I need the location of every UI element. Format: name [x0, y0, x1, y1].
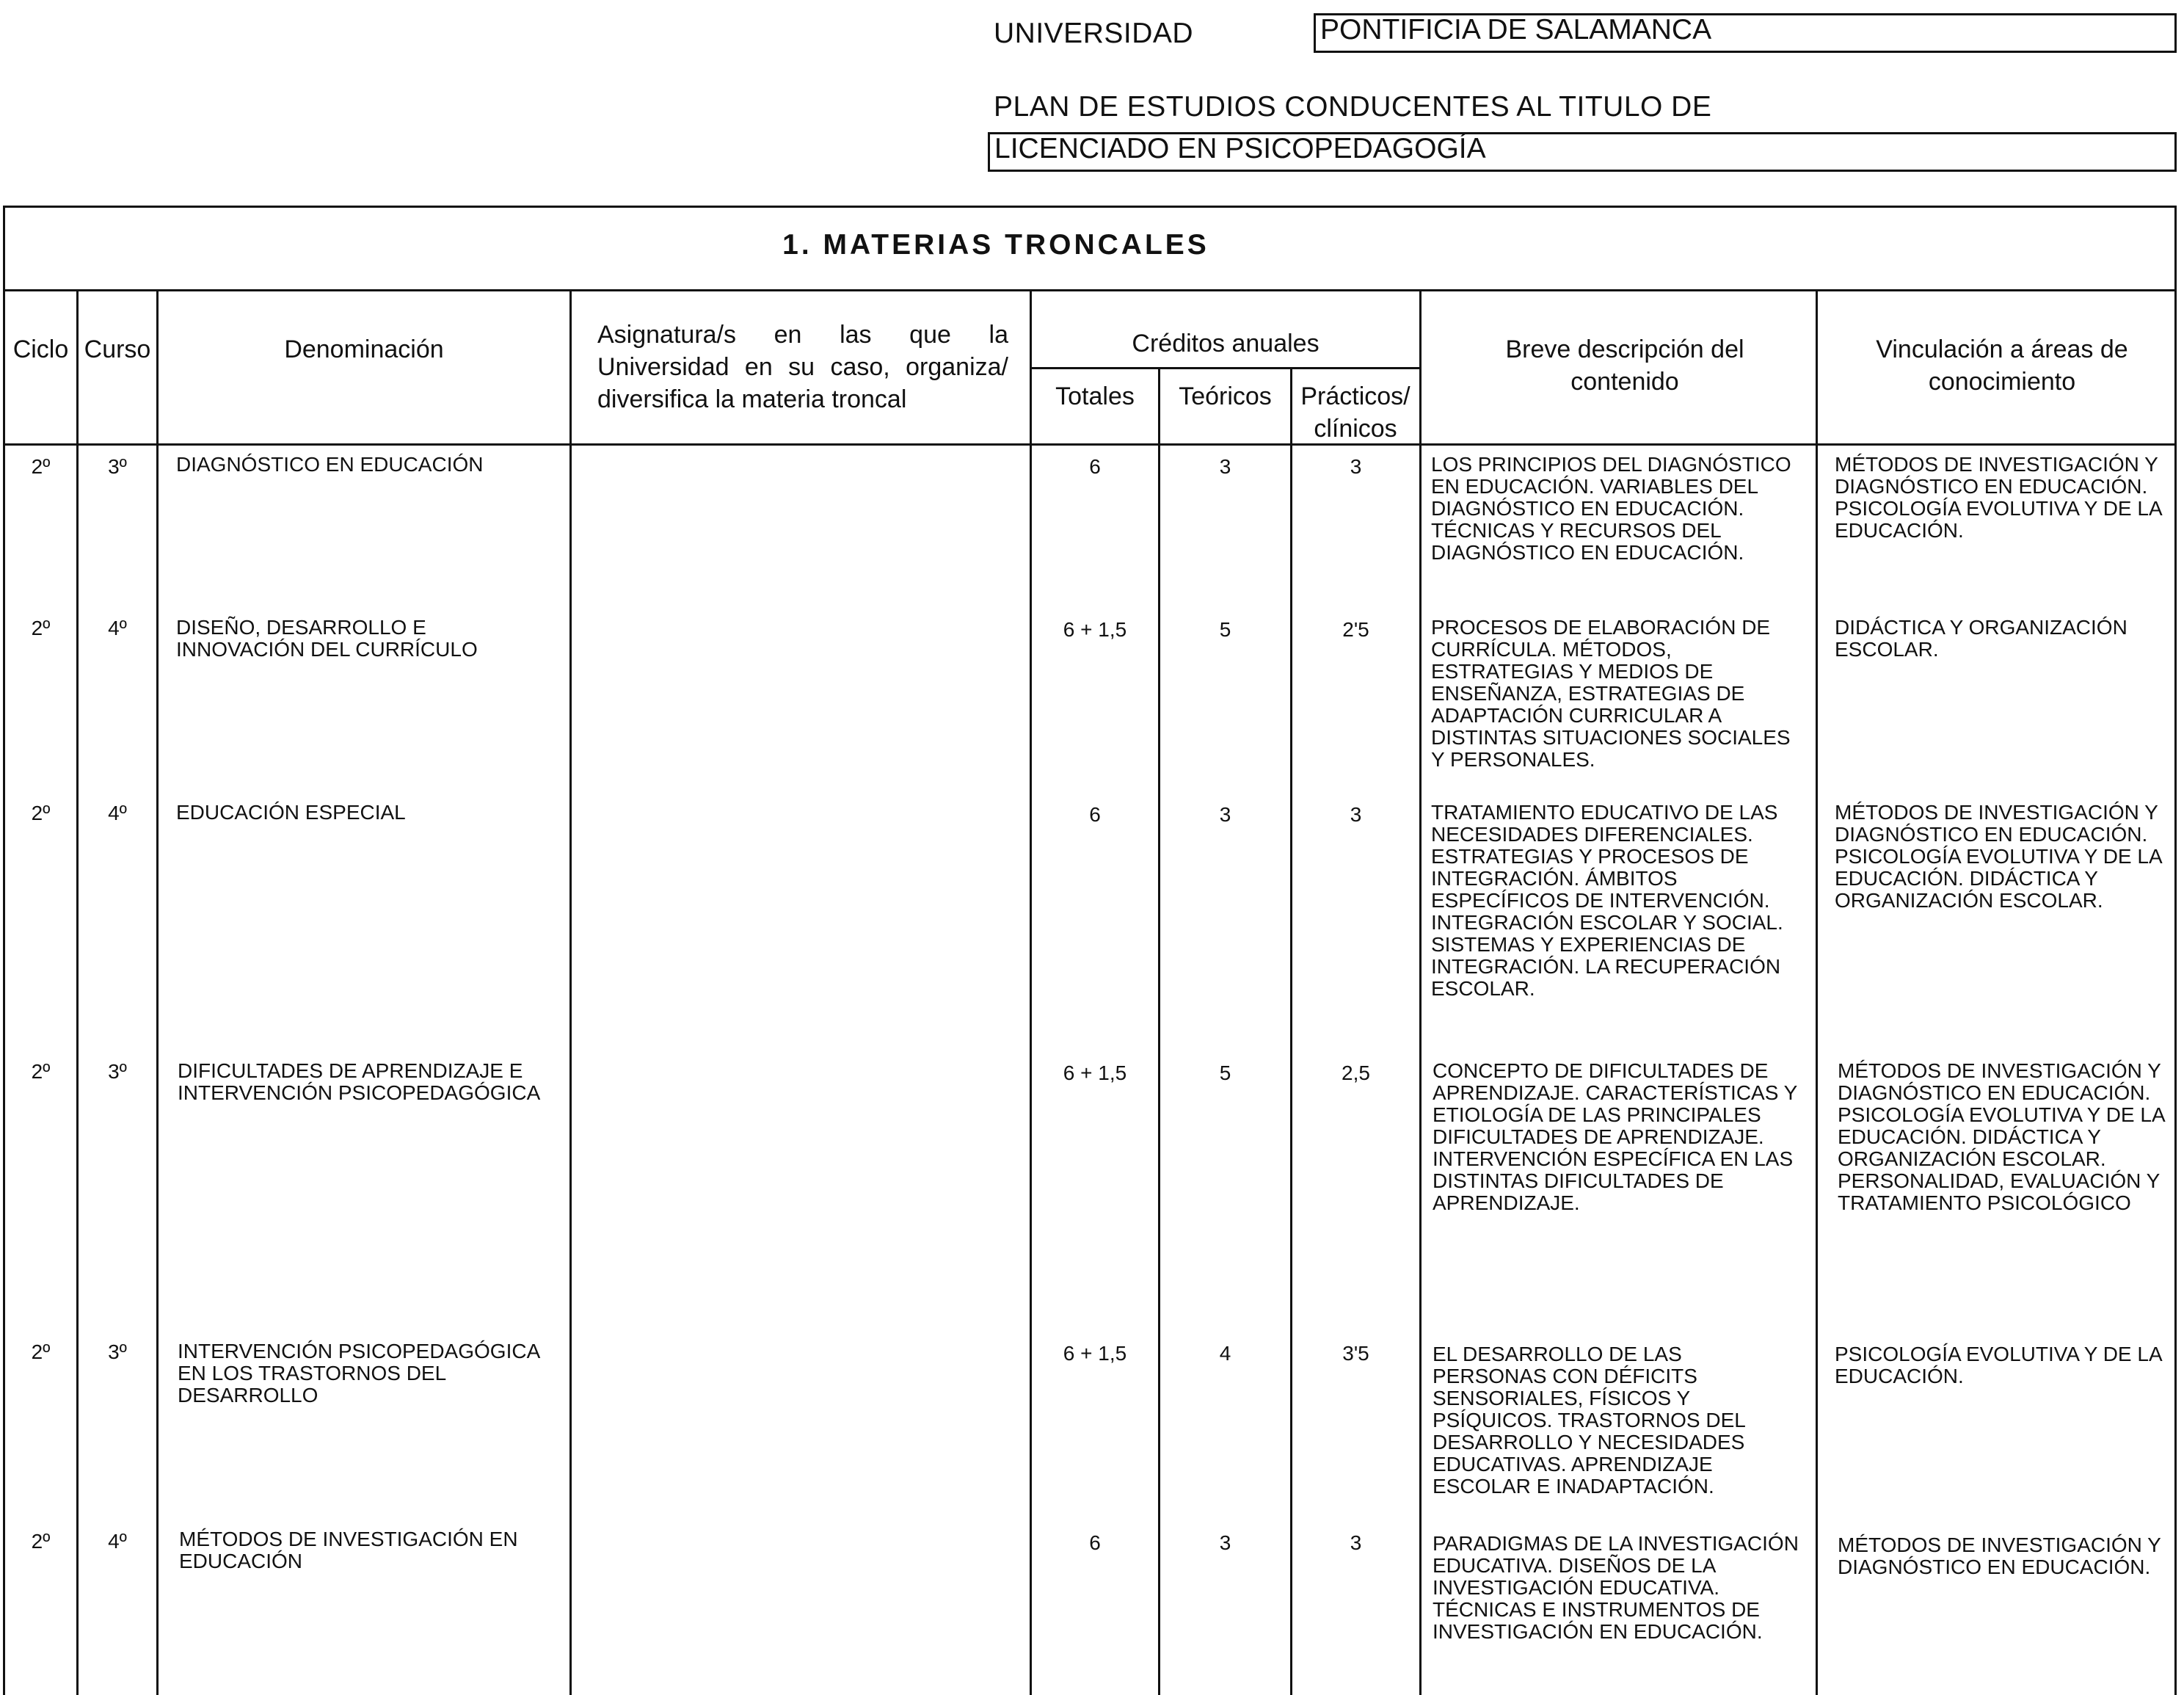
row-totales: 6 [1089, 455, 1101, 478]
col-denominacion: Denominación [284, 335, 444, 363]
col-creditos: Créditos anuales [1132, 330, 1320, 357]
row-ciclo: 2º [31, 1530, 51, 1553]
row-descripcion: TRATAMIENTO EDUCATIVO DE LAS NECESIDADES DIFERENCIALES. ESTRATEGIAS Y PROCESOS DE INTEGRACIÓN. ÁMBITOS ESPECÍFICOS DE INTERVENCIÓN. INTEGRACIÓN ESCOLAR Y SOCIAL. SISTEMAS Y EXPERIENCIAS DE INTEGRACIÓN. LA RECUPERACIÓN ESCOLAR. [1431, 801, 1783, 1000]
row-totales: 6 + 1,5 [1063, 1342, 1127, 1365]
row-denominacion: EDUCACIÓN ESPECIAL [176, 801, 406, 824]
row-ciclo: 2º [31, 1060, 51, 1083]
row-denominacion: MÉTODOS DE INVESTIGACIÓN EN EDUCACIÓN [179, 1528, 518, 1572]
divider [1030, 289, 1032, 1695]
col-totales: Totales [1055, 382, 1135, 410]
col-teoricos: Teóricos [1179, 382, 1272, 410]
row-practicos: 3 [1350, 803, 1362, 826]
row-ciclo: 2º [31, 455, 51, 478]
row-curso: 3º [108, 455, 127, 478]
row-curso: 4º [108, 802, 127, 824]
plan-value: LICENCIADO EN PSICOPEDAGOGÍA [988, 132, 2177, 172]
row-practicos: 2,5 [1342, 1061, 1370, 1084]
row-ciclo: 2º [31, 802, 51, 824]
row-totales: 6 + 1,5 [1063, 618, 1127, 641]
row-denominacion: DIAGNÓSTICO EN EDUCACIÓN [176, 453, 484, 476]
row-totales: 6 + 1,5 [1063, 1061, 1127, 1084]
col-asignatura: Asignatura/s en las que la Universidad en su caso, organiza/ diversifica la materia troncal [597, 321, 1008, 413]
divider [1290, 367, 1292, 1695]
section-title: 1. MATERIAS TRONCALES [782, 229, 1209, 261]
row-practicos: 2'5 [1342, 618, 1369, 641]
row-descripcion: EL DESARROLLO DE LAS PERSONAS CON DÉFICITS SENSORIALES, FÍSICOS Y PSÍQUICOS. TRASTORNOS DEL DESARROLLO Y NECESIDADES EDUCATIVAS. APRENDIZAJE ESCOLAR E INADAPTACIÓN. [1433, 1343, 1745, 1498]
plan-label: PLAN DE ESTUDIOS CONDUCENTES AL TITULO DE [994, 91, 1712, 123]
col-practicos: Prácticos/ clínicos [1300, 382, 1410, 443]
row-descripcion: PARADIGMAS DE LA INVESTIGACIÓN EDUCATIVA. DISEÑOS DE LA INVESTIGACIÓN EDUCATIVA. TÉCNICAS E INSTRUMENTOS DE INVESTIGACIÓN EN EDUCACIÓN. [1433, 1532, 1799, 1643]
divider [1158, 367, 1160, 1695]
row-teoricos: 5 [1219, 1061, 1231, 1084]
row-vinculacion: MÉTODOS DE INVESTIGACIÓN Y DIAGNÓSTICO EN EDUCACIÓN. [1838, 1534, 2161, 1578]
divider [3, 443, 2177, 446]
col-descripcion: Breve descripción del contenido [1505, 335, 1744, 396]
row-practicos: 3 [1350, 1531, 1362, 1554]
row-teoricos: 4 [1219, 1342, 1231, 1365]
row-denominacion: INTERVENCIÓN PSICOPEDAGÓGICA EN LOS TRASTORNOS DEL DESARROLLO [178, 1340, 539, 1407]
row-vinculacion: DIDÁCTICA Y ORGANIZACIÓN ESCOLAR. [1835, 616, 2127, 661]
col-curso: Curso [84, 335, 151, 363]
col-vinculacion: Vinculación a áreas de conocimiento [1876, 335, 2128, 396]
row-practicos: 3 [1350, 455, 1362, 478]
row-descripcion: CONCEPTO DE DIFICULTADES DE APRENDIZAJE. CARACTERÍSTICAS Y ETIOLOGÍA DE LAS PRINCIPALES DIFICULTADES DE APRENDIZAJE. INTERVENCIÓN ESPECÍFICA EN LAS DISTINTAS DIFICULTADES DE APRENDIZAJE. [1433, 1059, 1797, 1214]
materias-table [3, 206, 2177, 1695]
row-vinculacion: PSICOLOGÍA EVOLUTIVA Y DE LA EDUCACIÓN. [1835, 1343, 2162, 1387]
divider [156, 289, 159, 1695]
row-ciclo: 2º [31, 617, 51, 639]
row-curso: 4º [108, 1530, 127, 1553]
row-vinculacion: MÉTODOS DE INVESTIGACIÓN Y DIAGNÓSTICO EN EDUCACIÓN. PSICOLOGÍA EVOLUTIVA Y DE LA EDUCACIÓN. [1835, 453, 2162, 542]
divider [1030, 367, 1419, 369]
row-curso: 3º [108, 1340, 127, 1363]
row-totales: 6 [1089, 1531, 1101, 1554]
row-vinculacion: MÉTODOS DE INVESTIGACIÓN Y DIAGNÓSTICO EN EDUCACIÓN. PSICOLOGÍA EVOLUTIVA Y DE LA EDUCACIÓN. DIDÁCTICA Y ORGANIZACIÓN ESCOLAR. [1835, 801, 2162, 912]
row-descripcion: LOS PRINCIPIOS DEL DIAGNÓSTICO EN EDUCACIÓN. VARIABLES DEL DIAGNÓSTICO EN EDUCACIÓN. TÉCNICAS Y RECURSOS DEL DIAGNÓSTICO EN EDUCACIÓN. [1431, 453, 1791, 564]
divider [569, 289, 572, 1695]
row-teoricos: 3 [1219, 1531, 1231, 1554]
row-ciclo: 2º [31, 1340, 51, 1363]
universidad-label: UNIVERSIDAD [994, 18, 1194, 49]
col-ciclo: Ciclo [12, 335, 69, 363]
row-descripcion: PROCESOS DE ELABORACIÓN DE CURRÍCULA. MÉTODOS, ESTRATEGIAS Y MEDIOS DE ENSEÑANZA, ESTRATEGIAS DE ADAPTACIÓN CURRICULAR A DISTINTAS SITUACIONES SOCIALES Y PERSONALES. [1431, 616, 1791, 771]
divider [1816, 289, 1818, 1695]
row-curso: 3º [108, 1060, 127, 1083]
universidad-value: PONTIFICIA DE SALAMANCA [1314, 13, 2177, 53]
divider [3, 289, 2177, 291]
row-curso: 4º [108, 617, 127, 639]
row-teoricos: 5 [1219, 618, 1231, 641]
row-practicos: 3'5 [1342, 1342, 1369, 1365]
row-teoricos: 3 [1219, 455, 1231, 478]
row-teoricos: 3 [1219, 803, 1231, 826]
row-totales: 6 [1089, 803, 1101, 826]
row-denominacion: DISEÑO, DESARROLLO E INNOVACIÓN DEL CURRÍCULO [176, 616, 478, 661]
divider [1419, 289, 1422, 1695]
row-vinculacion: MÉTODOS DE INVESTIGACIÓN Y DIAGNÓSTICO EN EDUCACIÓN. PSICOLOGÍA EVOLUTIVA Y DE LA EDUCACIÓN. DIDÁCTICA Y ORGANIZACIÓN ESCOLAR. PERSONALIDAD, EVALUACIÓN Y TRATAMIENTO PSICOLÓGICO [1838, 1059, 2165, 1214]
row-denominacion: DIFICULTADES DE APRENDIZAJE E INTERVENCIÓN PSICOPEDAGÓGICA [178, 1059, 541, 1104]
divider [76, 289, 79, 1695]
